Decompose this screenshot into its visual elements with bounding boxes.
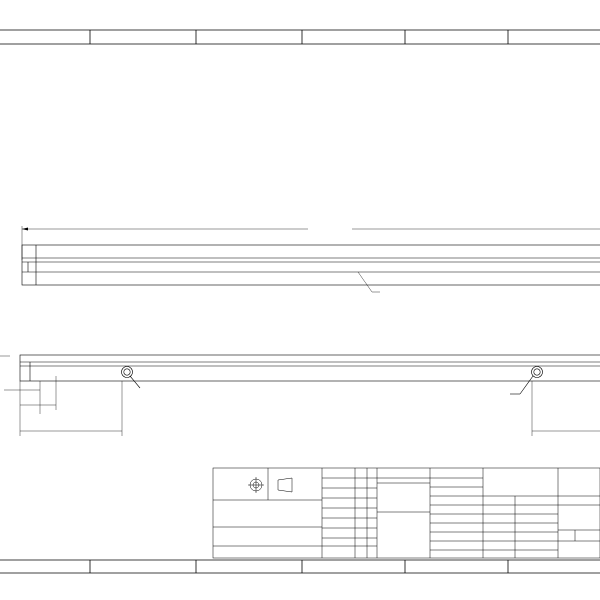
third-angle-projection-icon: [248, 477, 292, 493]
title-block: [213, 468, 600, 558]
top-view: [22, 226, 600, 285]
sheet-frame: [0, 30, 600, 573]
side-view: [0, 355, 600, 436]
screw-leader: [358, 272, 380, 292]
